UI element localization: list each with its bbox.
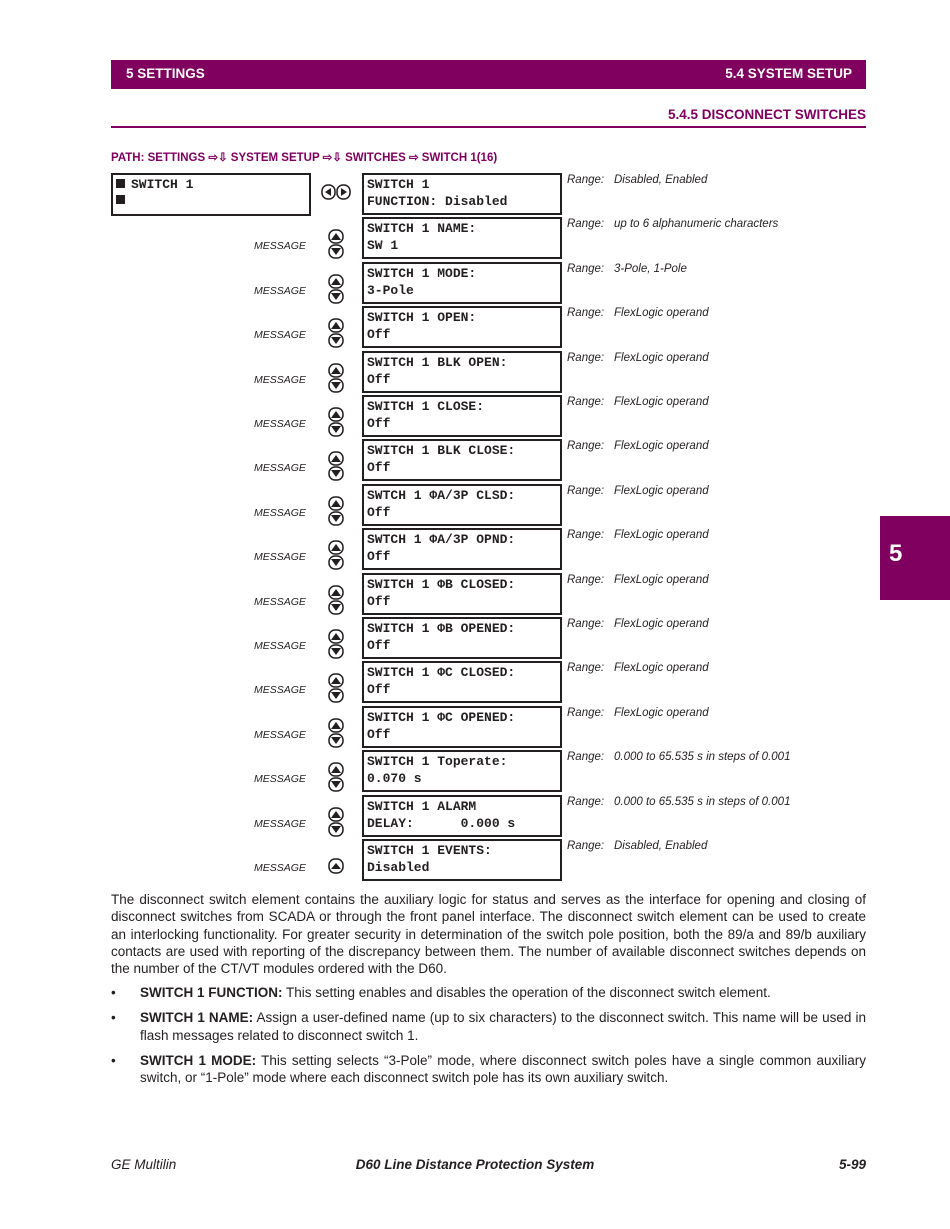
setting-display: SWITCH 1 NAME: SW 1 [362,217,562,259]
list-item [111,1009,866,1044]
bullet-dot-icon: • [111,1010,116,1026]
range-value: up to 6 alphanumeric characters [614,218,779,230]
subsection-title: 5.4.5 DISCONNECT SWITCHES [667,107,866,122]
setting-display: SWITCH 1 ALARM DELAY: 0.000 s [362,795,562,837]
message-label: MESSAGE [254,551,306,563]
description-paragraph: The disconnect switch element contains the auxiliary logic for status and serves as the interface for opening and closing of disconnect switches from SCADA or through the front panel interface. The disconnect switch element can be used to create an interlocking functionality. For greater security in determination of the switch pole position, both the 89/a and 89/b auxiliary contacts are used with reporting of the discrepancy between them. The number of available disconnect switches depends on the number of the CT/VT modules ordered with the D60. [111,892,866,977]
setting-range [567,352,709,364]
message-label: MESSAGE [254,240,306,252]
range-value: 0.000 to 65.535 s in steps of 0.001 [614,796,791,808]
up-down-arrow-keys-icon [328,318,344,353]
range-label: Range: [567,174,605,186]
section-title: 5.4 SYSTEM SETUP [725,66,852,81]
setting-row [0,750,950,794]
range-label: Range: [567,796,605,808]
setting-row [0,839,950,883]
range-label: Range: [567,751,605,763]
range-label: Range: [567,352,605,364]
term-text: This setting selects “3-Pole” mode, where disconnect switch poles have a single common auxiliary switch, or “1-Pole” mode where each disconnect switch pole has its own auxiliary switch. [140,1052,866,1086]
setting-display: SWITCH 1 FUNCTION: Disabled [362,173,562,215]
setting-range [567,751,790,763]
term-text: This setting enables and disables the operation of the disconnect switch element. [282,985,771,1000]
setting-display: SWITCH 1 BLK CLOSE: Off [362,439,562,481]
message-label: MESSAGE [254,862,306,874]
up-down-arrow-keys-icon [328,274,344,309]
setting-range [567,485,709,497]
setting-display: SWITCH 1 OPEN: Off [362,306,562,348]
setting-range [567,307,709,319]
setting-display: SWITCH 1 ΦC CLOSED: Off [362,661,562,703]
setting-row [0,795,950,839]
setting-range [567,440,709,452]
settings-path: PATH: SETTINGS ⇨⇩ SYSTEM SETUP ⇨⇩ SWITCHES ⇨ SWITCH 1(16) [111,152,498,164]
range-value: FlexLogic operand [614,574,709,586]
range-label: Range: [567,263,605,275]
message-label: MESSAGE [254,684,306,696]
up-down-arrow-keys-icon [328,673,344,708]
setting-row [0,661,950,705]
range-value: FlexLogic operand [614,662,709,674]
range-value: FlexLogic operand [614,396,709,408]
range-label: Range: [567,662,605,674]
message-label: MESSAGE [254,596,306,608]
range-label: Range: [567,396,605,408]
setting-row [0,262,950,306]
setting-range [567,174,707,186]
list-item [111,984,866,1001]
chapter-tab [880,516,950,600]
setting-row [0,217,950,261]
setting-range [567,529,709,541]
range-label: Range: [567,218,605,230]
footer-company: GE Multilin [111,1157,177,1172]
range-value: FlexLogic operand [614,529,709,541]
message-label: MESSAGE [254,285,306,297]
range-value: FlexLogic operand [614,618,709,630]
setting-row [0,617,950,661]
setting-range [567,396,709,408]
setting-row [0,528,950,572]
setting-range [567,662,709,674]
message-label: MESSAGE [254,462,306,474]
setting-row [0,439,950,483]
list-item [111,1052,866,1087]
bullet-dot-icon: • [111,1052,116,1068]
up-down-arrow-keys-icon [328,229,344,264]
term: SWITCH 1 MODE: [140,1052,257,1068]
setting-row [0,484,950,528]
range-value: Disabled, Enabled [614,174,708,186]
setting-row [0,573,950,617]
footer-document-title: D60 Line Distance Protection System [355,1157,595,1172]
up-down-arrow-keys-icon [328,540,344,575]
subsection-rule [111,126,866,128]
setting-display: SWITCH 1 BLK OPEN: Off [362,351,562,393]
setting-range [567,218,778,230]
range-label: Range: [567,485,605,497]
range-value: Disabled, Enabled [614,840,708,852]
message-label: MESSAGE [254,507,306,519]
range-label: Range: [567,618,605,630]
range-label: Range: [567,840,605,852]
message-label: MESSAGE [254,818,306,830]
setting-range [567,574,709,586]
up-down-arrow-keys-icon [328,451,344,486]
message-label: MESSAGE [254,729,306,741]
message-label: MESSAGE [254,329,306,341]
up-down-arrow-keys-icon [328,629,344,664]
chapter-title: 5 SETTINGS [126,66,205,81]
setting-display: SWITCH 1 ΦB OPENED: Off [362,617,562,659]
setting-display: SWTCH 1 ΦA/3P OPND: Off [362,528,562,570]
up-arrow-key-icon [328,858,344,879]
setting-descriptions [111,984,866,1094]
range-label: Range: [567,307,605,319]
range-value: FlexLogic operand [614,352,709,364]
bullet-dot-icon: • [111,985,116,1000]
setting-range [567,263,687,275]
setting-display: SWITCH 1 ΦB CLOSED: Off [362,573,562,615]
up-down-arrow-keys-icon [328,718,344,753]
range-value: 3-Pole, 1-Pole [614,263,687,275]
message-label: MESSAGE [254,640,306,652]
setting-row [0,395,950,439]
term: SWITCH 1 NAME: [140,1010,254,1026]
section-header-bar [111,60,866,89]
footer-page-number: 5-99 [838,1157,866,1172]
range-value: 0.000 to 65.535 s in steps of 0.001 [614,751,791,763]
up-down-arrow-keys-icon [328,807,344,842]
term: SWITCH 1 FUNCTION: [140,985,283,1000]
setting-row [0,306,950,350]
up-down-arrow-keys-icon [328,585,344,620]
setting-row [0,706,950,750]
range-label: Range: [567,529,605,541]
range-label: Range: [567,707,605,719]
setting-display: SWITCH 1 ΦC OPENED: Off [362,706,562,748]
setting-range [567,618,709,630]
range-label: Range: [567,574,605,586]
message-label: MESSAGE [254,374,306,386]
root-menu-label: SWITCH 1 [131,177,194,192]
setting-range [567,707,709,719]
setting-display: SWITCH 1 Toperate: 0.070 s [362,750,562,792]
setting-row [0,351,950,395]
setting-display: SWITCH 1 MODE: 3-Pole [362,262,562,304]
setting-range [567,840,707,852]
up-down-arrow-keys-icon [328,762,344,797]
range-value: FlexLogic operand [614,440,709,452]
range-label: Range: [567,440,605,452]
setting-display: SWITCH 1 EVENTS: Disabled [362,839,562,881]
range-value: FlexLogic operand [614,707,709,719]
chapter-tab-number: 5 [889,540,903,567]
left-right-arrow-keys-icon [321,184,351,205]
up-down-arrow-keys-icon [328,407,344,442]
setting-display: SWTCH 1 ΦA/3P CLSD: Off [362,484,562,526]
range-value: FlexLogic operand [614,307,709,319]
setting-row [0,173,950,217]
up-down-arrow-keys-icon [328,363,344,398]
term-text: Assign a user-defined name (up to six characters) to the disconnect switch. This name will be used in flash messages related to disconnect switch 1. [140,1010,866,1043]
message-label: MESSAGE [254,418,306,430]
setting-display: SWITCH 1 CLOSE: Off [362,395,562,437]
range-value: FlexLogic operand [614,485,709,497]
setting-range [567,796,790,808]
message-label: MESSAGE [254,773,306,785]
up-down-arrow-keys-icon [328,496,344,531]
